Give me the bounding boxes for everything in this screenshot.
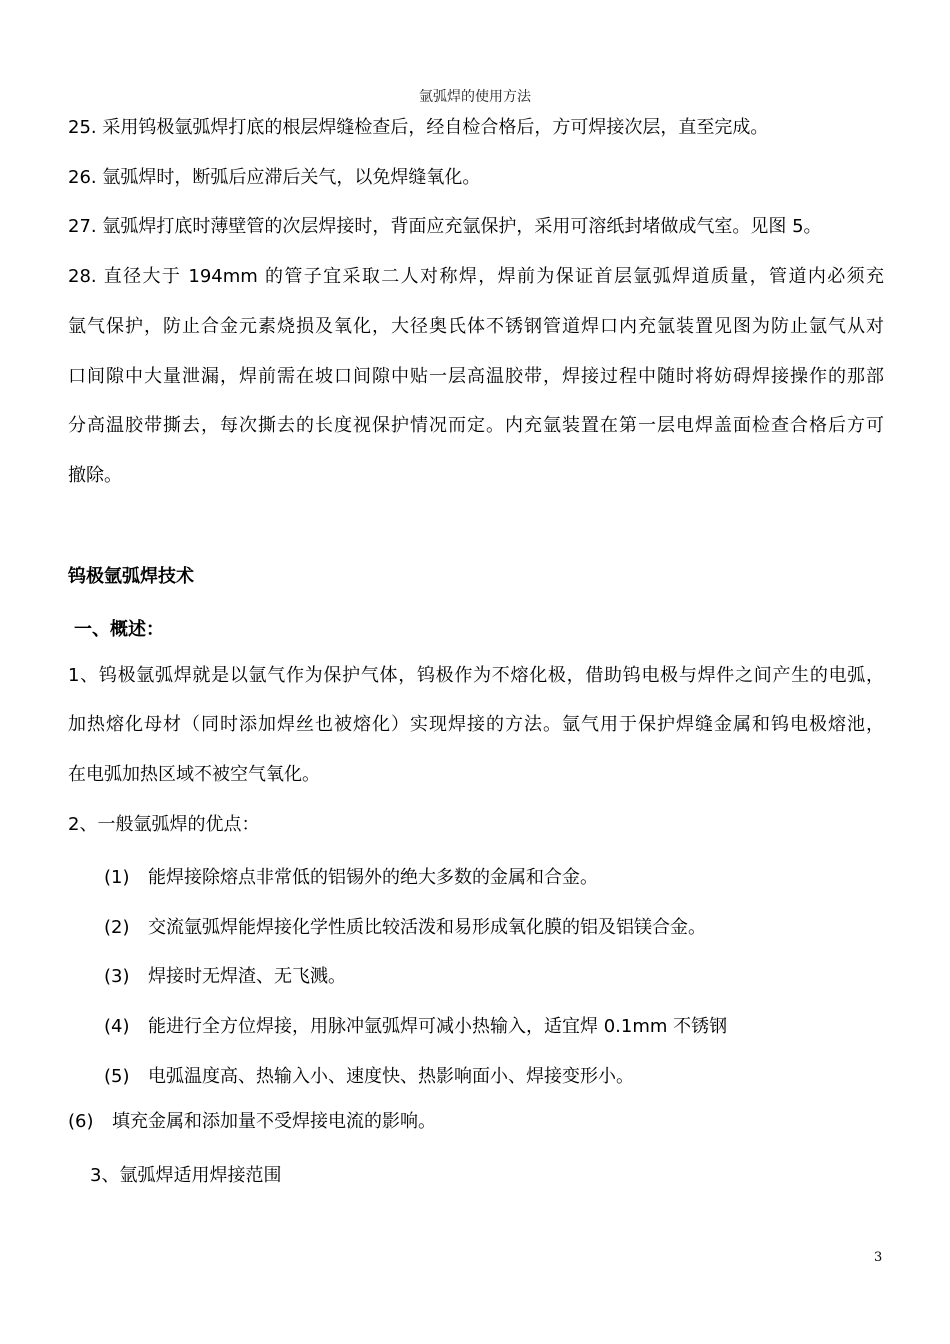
paragraph-1-line-2: 加热熔化母材（同时添加焊丝也被熔化）实现焊接的方法。氩气用于保护焊缝金属和钨电极熔池， <box>68 714 884 735</box>
list-number: (1) <box>104 867 130 888</box>
list-text: 交流氩弧焊能焊接化学性质比较活泼和易形成氧化膜的铝及铝镁合金。 <box>148 917 706 938</box>
list-text: 焊接时无焊渣、无飞溅。 <box>148 966 346 987</box>
advantage-item-6 <box>68 1110 436 1134</box>
list-number: (6) <box>68 1111 94 1132</box>
paragraph-1-line-1: 1、钨极氩弧焊就是以氩气作为保护气体，钨极作为不熔化极，借助钨电极与焊件之间产生的电弧， <box>68 665 884 686</box>
item-28-line-4: 分高温胶带撕去，每次撕去的长度视保护情况而定。内充氩装置在第一层电焊盖面检查合格后方可 <box>68 415 884 436</box>
item-26: 26. 氩弧焊时，断弧后应滞后关气，以免焊缝氧化。 <box>68 167 481 188</box>
advantage-item <box>104 916 706 940</box>
section-subtitle: 一、概述： <box>74 619 164 640</box>
list-text: 填充金属和添加量不受焊接电流的影响。 <box>112 1111 436 1132</box>
item-28-line-5: 撤除。 <box>68 465 122 486</box>
paragraph-1-line-3: 在电弧加热区域不被空气氧化。 <box>68 764 320 785</box>
list-number: (3) <box>104 966 130 987</box>
item-27: 27. 氩弧焊打底时薄壁管的次层焊接时，背面应充氩保护，采用可溶纸封堵做成气室。见图 5。 <box>68 216 822 237</box>
section-title: 钨极氩弧焊技术 <box>68 566 194 587</box>
item-28-line-2: 氩气保护，防止合金元素烧损及氧化，大径奥氏体不锈钢管道焊口内充氩装置见图为防止氩气从对 <box>68 316 884 337</box>
advantage-item <box>104 866 598 890</box>
advantages-title: 2、一般氩弧焊的优点： <box>68 814 260 835</box>
list-text: 能焊接除熔点非常低的铝锡外的绝大多数的金属和合金。 <box>148 867 598 888</box>
item-28-line-3: 口间隙中大量泄漏，焊前需在坡口间隙中贴一层高温胶带，焊接过程中随时将妨碍焊接操作的那部 <box>68 366 884 387</box>
scope-title: 3、氩弧焊适用焊接范围 <box>90 1165 282 1186</box>
list-number: (2) <box>104 917 130 938</box>
advantage-item <box>104 965 346 989</box>
list-text: 能进行全方位焊接，用脉冲氩弧焊可减小热输入，适宜焊 0.1mm 不锈钢 <box>148 1016 728 1037</box>
advantage-item <box>104 1065 634 1089</box>
item-25: 25. 采用钨极氩弧焊打底的根层焊缝检查后，经自检合格后，方可焊接次层，直至完成。 <box>68 117 769 138</box>
item-28-line-1: 28. 直径大于 194mm 的管子宜采取二人对称焊，焊前为保证首层氩弧焊道质量，管道内必须充 <box>68 266 884 287</box>
list-text: 电弧温度高、热输入小、速度快、热影响面小、焊接变形小。 <box>148 1066 634 1087</box>
page-number: 3 <box>874 1250 883 1265</box>
page-header: 氩弧焊的使用方法 <box>419 89 531 105</box>
list-number: (5) <box>104 1066 130 1087</box>
advantage-item <box>104 1015 727 1039</box>
list-number: (4) <box>104 1016 130 1037</box>
